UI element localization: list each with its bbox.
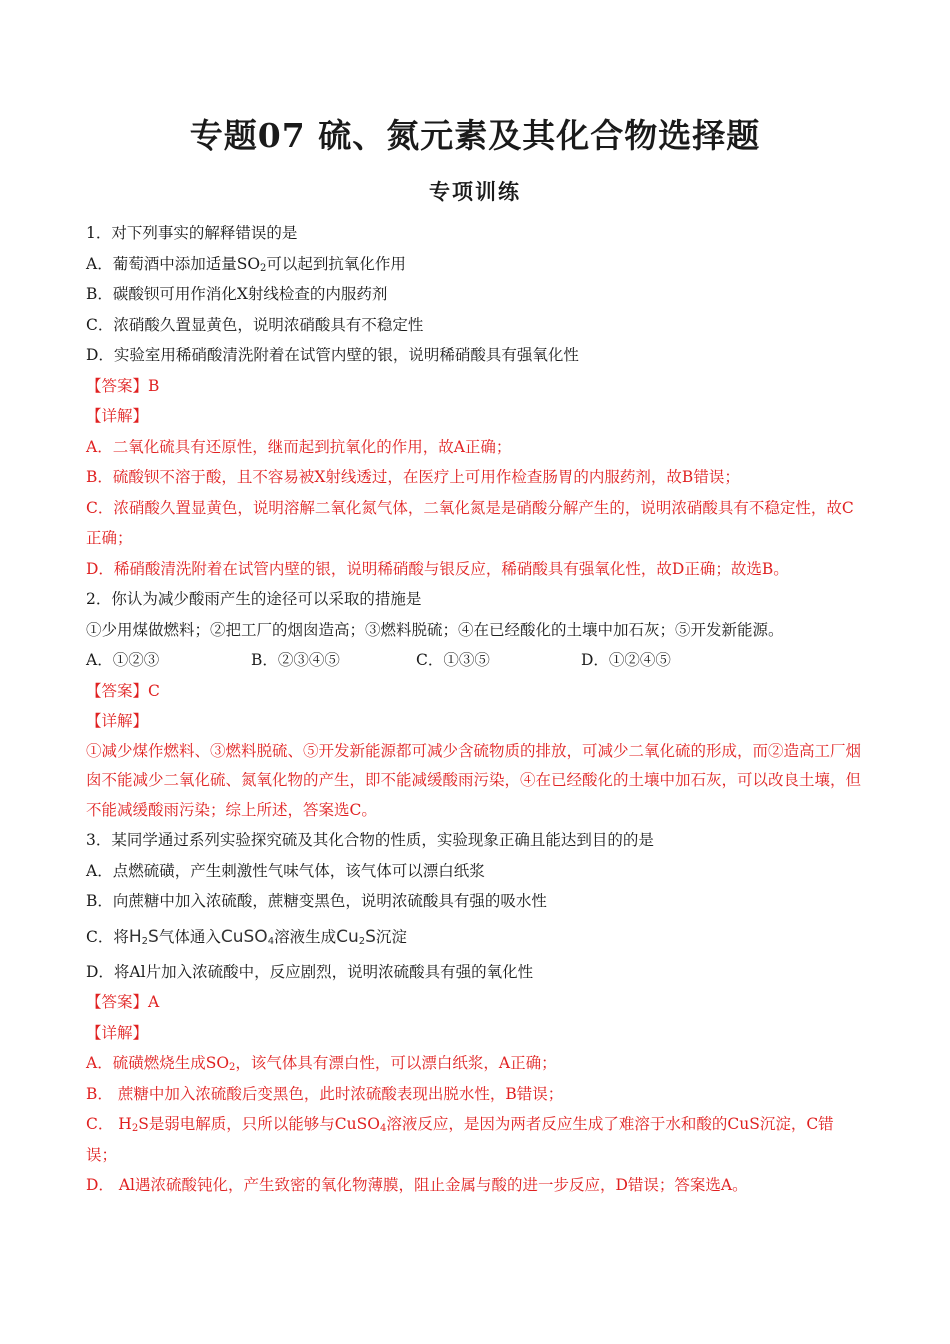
q3-option-c-mid2: 溶液生成: [274, 927, 337, 946]
q2-option-c: C．①③⑤: [416, 651, 490, 669]
q2-option-a: A．①②③: [86, 651, 160, 669]
formula-h2s-s: S: [148, 926, 159, 947]
formula-h2s-h: H: [128, 926, 142, 947]
page-title: 专题07 硫、氮元素及其化合物选择题: [189, 116, 761, 155]
q1-explanation-d: D．稀硝酸清洗附着在试管内壁的银，说明稀硝酸与银反应，稀硝酸具有强氧化性，故D正确；故选B。: [86, 559, 789, 578]
q2-option-b: B．②③④⑤: [251, 651, 340, 669]
q3-explanation-c-mid: S是弱电解质，只所以能够与CuSO: [138, 1115, 380, 1133]
q3-stem: 3．某同学通过系列实验探究硫及其化合物的性质，实验现象正确且能达到目的的是: [86, 831, 654, 849]
q3-option-a: A．点燃硫磺，产生刺激性气味气体，该气体可以漂白纸浆: [86, 861, 485, 880]
q1-explanation-c: C．浓硝酸久置显黄色，说明溶解二氧化氮气体，二氧化氮是是硝酸分解产生的，说明浓硝酸具有不稳定性，故C正确；: [86, 498, 854, 547]
formula-cu2s-cu: Cu: [336, 926, 359, 947]
q2-options: [86, 645, 862, 676]
q1-option-c: C．浓硝酸久置显黄色，说明浓硝酸具有不稳定性: [86, 315, 424, 334]
q3-explanation-d: D． Al遇浓硫酸钝化，产生致密的氧化物薄膜，阻止金属与酸的进一步反应，D错误；答案选A。: [86, 1176, 748, 1194]
q3-explanation-a-text: A．硫磺燃烧生成SO: [86, 1054, 230, 1072]
q1-option-d: D．实验室用稀硝酸清洗附着在试管内壁的银，说明稀硝酸具有强氧化性: [86, 346, 579, 364]
formula-cuso4-main: CuSO: [220, 926, 268, 947]
q3-explanation-c-text: C． H: [86, 1115, 132, 1133]
page-subtitle: 专项训练: [429, 179, 521, 204]
q1-explanation-a: A．二氧化硫具有还原性，继而起到抗氧化的作用，故A正确；: [86, 437, 512, 456]
q2-detail-label: 【详解】: [86, 712, 149, 730]
q3-explanation-a: [86, 1048, 862, 1079]
q2-stem: 2．你认为减少酸雨产生的途径可以采取的措施是: [86, 590, 422, 608]
q3-option-c: [86, 917, 862, 957]
q3-explanation-a-sub: 2: [229, 1062, 236, 1073]
q1-detail-label: 【详解】: [86, 407, 149, 425]
q3-detail-label: 【详解】: [86, 1023, 149, 1042]
q3-explanation-c-sub2: 4: [379, 1123, 387, 1134]
q3-option-b: B．向蔗糖中加入浓硫酸，蔗糖变黑色，说明浓硫酸具有强的吸水性: [86, 892, 547, 910]
q3-option-c-mid1: 气体通入: [158, 927, 221, 946]
q1-answer: 【答案】B: [86, 376, 160, 395]
q1-option-a: [86, 249, 862, 280]
q1-option-b: B．碳酸钡可用作消化X射线检查的内服药剂: [86, 285, 388, 303]
question-list: [86, 218, 862, 1201]
q3-option-d: D．将Al片加入浓硫酸中，反应剧烈，说明浓硫酸具有强的氧化性: [86, 962, 534, 981]
formula-cu2s: [336, 927, 376, 947]
q2-option-d: D．①②④⑤: [581, 651, 671, 669]
q3-option-c-prefix: C．将: [86, 927, 129, 946]
q3-option-c-tail: 沉淀: [375, 927, 407, 946]
formula-cuso4-sub: 4: [267, 935, 275, 947]
formula-cu2s-s: S: [365, 926, 376, 947]
q1-option-a-text: A．葡萄酒中添加适量SO: [86, 254, 261, 273]
q3-explanation-c-tail: 溶液反应，是因为两者反应生成了难溶于水和酸的CuS沉淀，C错误；: [86, 1115, 834, 1164]
q3-explanation-b: B． 蔗糖中加入浓硫酸后变黑色，此时浓硫酸表现出脱水性，B错误；: [86, 1084, 564, 1103]
q3-explanation-a-tail: ，该气体具有漂白性，可以漂白纸浆，A正确；: [235, 1054, 557, 1072]
formula-h2s: [129, 927, 159, 947]
q3-answer: 【答案】A: [86, 993, 160, 1011]
q1-explanation-b: B．硫酸钡不溶于酸，且不容易被X射线透过，在医疗上可用作检查肠胃的内服药剂，故B错误；: [86, 468, 740, 486]
q1-option-a-sub: 2: [260, 262, 267, 274]
q2-explanation: ①减少煤作燃料、③燃料脱硫、⑤开发新能源都可减少含硫物质的排放，可减少二氧化硫的形成，而②造高工厂烟囱不能减少二氧化硫、氮氧化物的产生，即不能减缓酸雨污染，④在已经酸化的土壤中加石灰，可以改良土壤，但不能减缓酸雨污染；综上所述，答案选C。: [86, 741, 862, 819]
q1-stem: 1．对下列事实的解释错误的是: [86, 224, 298, 242]
q1-option-a-tail: 可以起到抗氧化作用: [266, 254, 406, 273]
formula-cu2s-sub: 2: [358, 935, 366, 947]
q2-answer: 【答案】C: [86, 681, 160, 700]
q3-explanation-c: [86, 1109, 862, 1170]
formula-h2s-sub: 2: [141, 935, 149, 947]
formula-cuso4: [221, 927, 274, 947]
q3-explanation-c-sub1: 2: [131, 1123, 139, 1134]
q2-items: ①少用煤做燃料；②把工厂的烟囱造高；③燃料脱硫；④在已经酸化的土壤中加石灰；⑤开发新能源。: [86, 620, 784, 639]
